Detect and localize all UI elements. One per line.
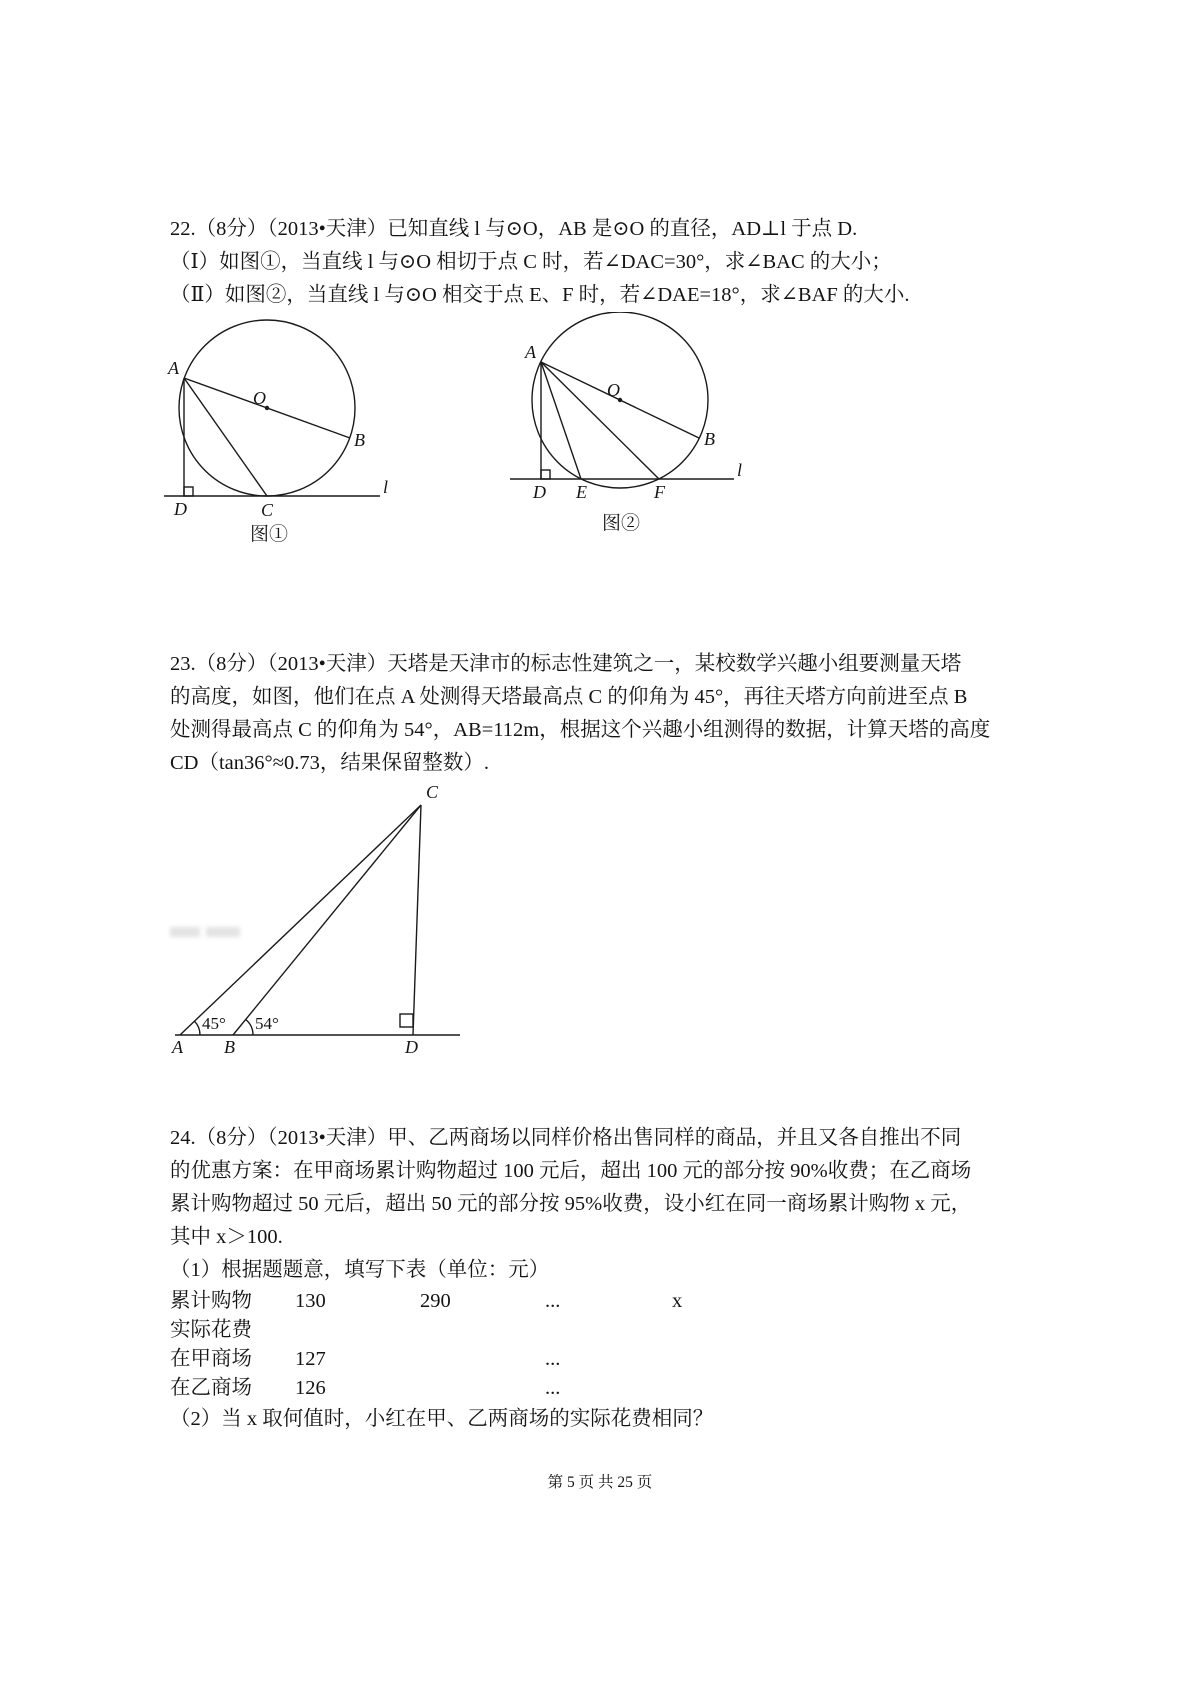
figure-22-1-tangent-circle [162, 318, 394, 550]
table-cell-r3c5 [672, 1345, 938, 1374]
fig1-label-A: A [168, 358, 179, 378]
right-angle-mark-D [541, 470, 550, 479]
segment-AC [180, 805, 421, 1035]
problem24-part1-label: （1）根据题题意，填写下表（单位：元） [170, 1259, 550, 1281]
segment-DC [413, 805, 421, 1035]
table-cell-r1c5: x [672, 1290, 683, 1312]
fig3-label-C: C [426, 782, 439, 802]
fig2-label-D: D [533, 482, 546, 502]
table-cell-r3c4: ... [545, 1348, 561, 1370]
problem24-text [170, 1122, 972, 1287]
segment-BC [233, 805, 421, 1035]
table-cell-r3c2: 127 [295, 1348, 326, 1370]
page-footer: 第 5 页 共 25 页 [547, 1474, 653, 1491]
fig1-label-O: O [253, 388, 266, 408]
table-cell-r4c3 [420, 1374, 545, 1403]
table-cell-r4c5 [672, 1374, 938, 1403]
diameter-AB [184, 378, 350, 438]
fig1-label-D: D [174, 499, 187, 519]
problem22-figures [170, 318, 938, 563]
table-cell-r2c1: 实际花费 [170, 1319, 252, 1341]
fig1-caption: 图① [250, 524, 289, 545]
table-cell-r2c2 [295, 1316, 420, 1345]
table-cell-r4c2: 126 [295, 1377, 326, 1399]
problem23-figure-wrap [160, 782, 938, 1062]
problem22-line-3: （Ⅱ）如图②，当直线 l 与⊙O 相交于点 E、F 时，若∠DAE=18°，求∠BAF 的大小. [170, 284, 910, 306]
problem23-line-4: CD（tan36°≈0.73，结果保留整数）. [170, 752, 489, 774]
angle-arc-A [195, 1021, 201, 1035]
figure-22-2-secant-circle [508, 312, 744, 538]
table-cell-r1c3: 290 [420, 1290, 451, 1312]
problem24-line-3: 累计购物超过 50 元后，超出 50 元的部分按 95%收费，设小红在同一商场累计购物 x 元， [170, 1193, 972, 1215]
fig2-label-F: F [654, 482, 665, 502]
page-content [168, 213, 991, 1436]
watermark-smudge [170, 927, 200, 937]
right-angle-mark-D [400, 1014, 413, 1027]
fig3-label-D: D [405, 1037, 418, 1057]
fig3-label-A: A [172, 1037, 183, 1057]
angle-label-45: 45° [202, 1014, 226, 1033]
table-cell-r1c4: ... [545, 1290, 561, 1312]
table-cell-r3c3 [420, 1345, 545, 1374]
diameter-AB [541, 362, 699, 438]
problem24-line-2: 的优惠方案：在甲商场累计购物超过 100 元后，超出 100 元的部分按 90%收费；在乙商场 [170, 1160, 972, 1182]
problem24-part2-label: （2）当 x 取何值时，小红在甲、乙两商场的实际花费相同？ [170, 1408, 714, 1430]
fig2-label-O: O [607, 380, 620, 400]
figure-23-triangle [160, 782, 480, 1060]
problem23-text [170, 648, 991, 780]
table-cell-r2c5 [672, 1316, 938, 1345]
fig2-label-l: l [737, 460, 743, 480]
fig1-label-C: C [261, 500, 274, 520]
problem24-line-1: 24.（8分）（2013•天津）甲、乙两商场以同样价格出售同样的商品，并且又各自推出不同 [170, 1127, 962, 1149]
segment-AF [541, 362, 659, 479]
problem23-line-1: 23.（8分）（2013•天津）天塔是天津市的标志性建筑之一，某校数学兴趣小组要测量天塔 [170, 653, 962, 675]
problem22-line-1: 22.（8分）（2013•天津）已知直线 l 与⊙O，AB 是⊙O 的直径，AD⊥l 于点 D. [170, 218, 858, 240]
problem24-table [170, 1287, 938, 1403]
table-cell-r4c4: ... [545, 1377, 561, 1399]
right-angle-mark-D [184, 487, 193, 496]
table-cell-r1c2: 130 [295, 1290, 326, 1312]
fig2-label-B: B [704, 429, 715, 449]
fig1-label-l: l [383, 477, 389, 497]
fig2-label-E: E [576, 482, 587, 502]
problem23-line-3: 处测得最高点 C 的仰角为 54°，AB=112m，根据这个兴趣小组测得的数据，计算天塔的高度 [170, 719, 991, 741]
problem23-line-2: 的高度，如图，他们在点 A 处测得天塔最高点 C 的仰角为 45°，再往天塔方向前进至点 B [170, 686, 968, 708]
angle-arc-B [246, 1020, 253, 1036]
table-cell-r3c1: 在甲商场 [170, 1348, 252, 1370]
problem22-line-2: （Ⅰ）如图①，当直线 l 与⊙O 相切于点 C 时，若∠DAC=30°，求∠BAC 的大小； [170, 251, 892, 273]
fig3-label-B: B [224, 1037, 235, 1057]
problem24-line-4: 其中 x＞100. [170, 1226, 283, 1248]
fig2-label-A: A [525, 342, 536, 362]
table-cell-r4c1: 在乙商场 [170, 1377, 252, 1399]
table-cell-r2c3 [420, 1316, 545, 1345]
fig2-caption: 图② [602, 513, 641, 534]
fig1-label-B: B [354, 430, 365, 450]
segment-AE [541, 362, 581, 479]
angle-label-54: 54° [255, 1014, 279, 1033]
table-cell-r1c1: 累计购物 [170, 1290, 252, 1312]
table-cell-r2c4 [545, 1316, 672, 1345]
watermark-smudge [206, 927, 240, 937]
